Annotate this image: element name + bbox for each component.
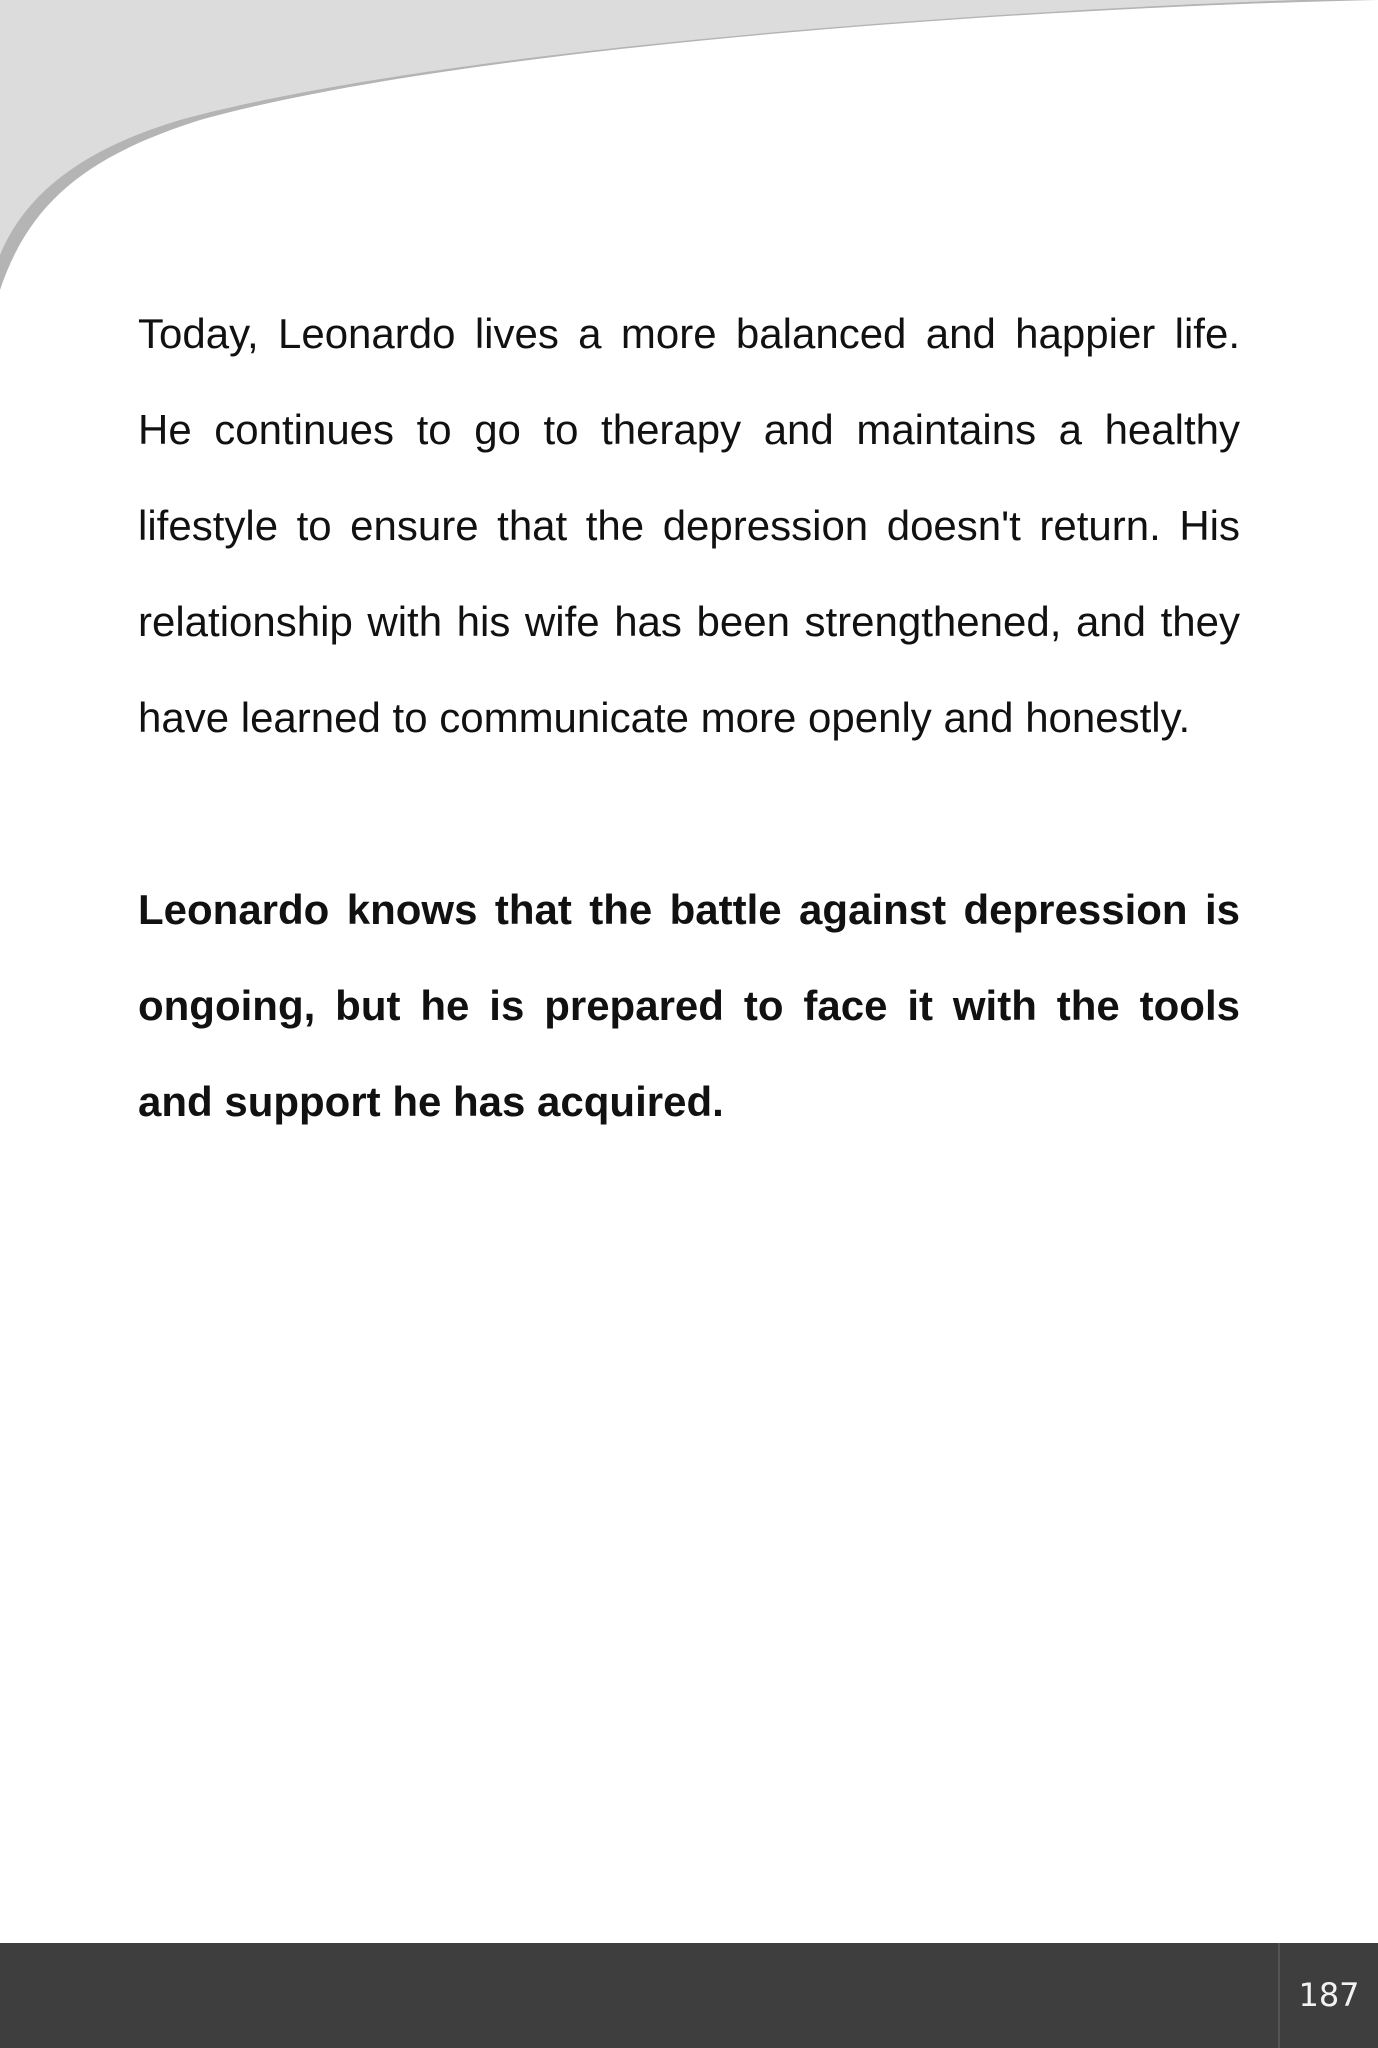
page-content <box>138 286 1240 1150</box>
swoosh-light-band <box>0 0 1300 255</box>
footer-bar <box>0 1943 1378 2048</box>
body-paragraph: Today, Leonardo lives a more balanced and happier life. He continues to go to therapy and maintains a healthy lifestyle to ensure that the depression doesn't return. His relationship with his wife has been strengthened, and they have learned to communicate more openly and honestly. <box>138 310 1240 741</box>
header-decorative-swoosh <box>0 0 1378 300</box>
emphasis-paragraph: Leonardo knows that the battle against depression is ongoing, but he is prepared to face it with the tools and support he has acquired. <box>138 886 1240 1125</box>
page-number: 187 <box>1298 1976 1360 2014</box>
